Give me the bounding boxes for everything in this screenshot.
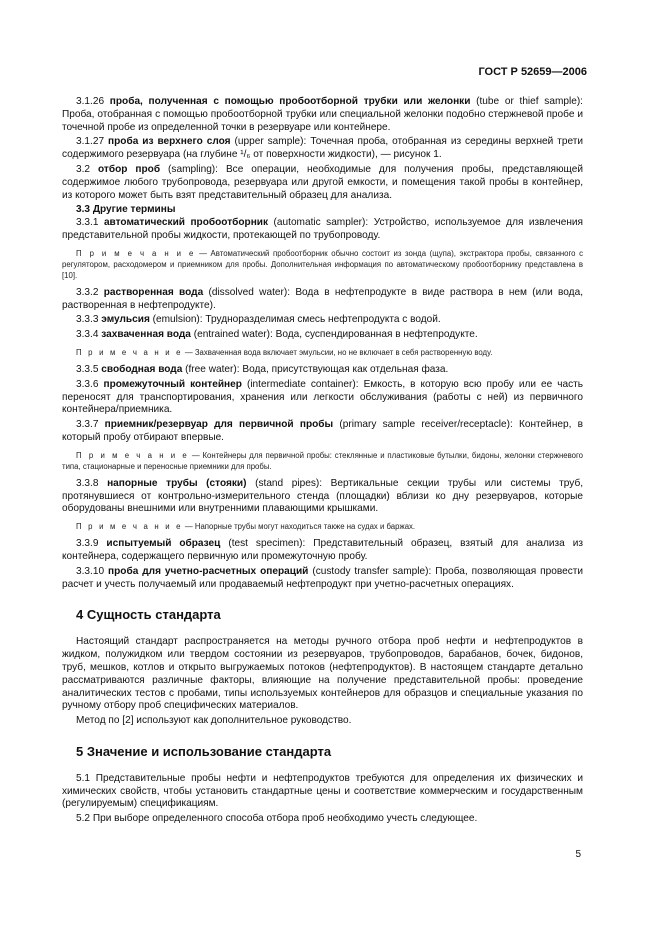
term-name: автоматический пробоотборник	[103, 217, 269, 229]
subsection-heading: 3.3 Другие термины	[76, 204, 176, 216]
term-text: Проба, позволяющая провести расчет и учесть получаемый или продаваемый нефтепродукт при учетно-расчетных операциях.	[62, 565, 584, 590]
term-definition	[62, 379, 583, 417]
note-label: П р и м е ч а н и е	[76, 248, 196, 258]
term-definition	[62, 217, 583, 243]
term-text: Вода, суспендированная в нефтепродукте.	[275, 329, 478, 341]
term-number: 3.3.2	[76, 286, 99, 298]
term-number: 3.3.8	[76, 477, 99, 489]
term-english: (custody transfer sample):	[312, 565, 432, 577]
term-english: (free water):	[185, 363, 240, 375]
note-label: П р и м е ч а н и е	[76, 522, 183, 532]
note-label: П р и м е ч а н и е	[76, 450, 189, 460]
term-english: (automatic sampler):	[273, 217, 369, 229]
term-english: (intermediate container):	[246, 378, 359, 390]
section-4-paragraph: Настоящий стандарт распространяется на методы ручного отбора проб нефти и нефтепродуктов в жидком, полужидком или твердом состоянии из резервуаров, трубопроводов, барабанов, бочек, бидонов, труб, мешков, котлов и открыто выгружаемых потоков (нефтепродуктов). В настоящем стандарте детально рассматриваются различные факторы, влияющие на получение представительной пробы: проведение аналитических тестов с пробами, типы используемых контейнеров для образцов и специальные указания по ручному отбору проб специфических материалов.	[62, 636, 583, 712]
note-4	[62, 521, 583, 532]
items-block-6	[62, 538, 583, 591]
term-text: Точечная проба, отобранная из середины верхней трети содержимого резервуара (на глубине ¹/₆ от поверхности жидкости), — рисунок 1.	[62, 136, 584, 161]
term-english: (tube or thief sample):	[476, 96, 583, 107]
term-definition	[62, 478, 583, 516]
term-definition	[62, 164, 583, 202]
term-number: 3.3.3	[76, 314, 99, 326]
term-english: (emulsion):	[152, 314, 203, 326]
term-text: Представительный образец, взятый для анализа из контейнера, содержащего первичную или промежуточную пробу.	[62, 538, 583, 562]
term-text: Устройство, используемое для извлечения представительной пробы жидкости, протекающей по трубопроводу.	[62, 217, 584, 241]
note-3	[62, 450, 583, 472]
term-definition	[62, 314, 583, 327]
term-name: отбор проб	[98, 163, 161, 175]
note-2	[62, 347, 583, 358]
term-definition	[62, 419, 583, 445]
term-number: 3.3.4	[76, 329, 99, 341]
term-name: проба для учетно-расчетных операций	[108, 565, 309, 577]
section-4-title: 4 Сущность стандарта	[76, 607, 221, 623]
term-text: Вода в нефтепродукте в виде раствора в нем (или вода, растворенная в нефтепродукте).	[62, 286, 583, 311]
term-name: напорные трубы (стояки)	[107, 477, 247, 489]
term-number: 3.3.10	[76, 565, 105, 577]
term-text: Вода, присутствующая как отдельная фаза.	[242, 363, 449, 375]
term-english: (upper sample):	[234, 136, 307, 148]
document-body	[62, 96, 583, 828]
term-number: 3.2	[76, 163, 91, 175]
term-text: Проба, отобранная с помощью пробоотборной трубки или специальной желонки подобно стержневой пробе и точечной пробе из определенной точки в резервуаре или контейнере.	[62, 108, 583, 133]
term-number: 3.3.1	[76, 217, 99, 229]
items-block-3	[62, 287, 583, 342]
section-4-paragraph: Метод по [2] используют как дополнительное руководство.	[76, 715, 352, 727]
term-definition	[62, 96, 583, 134]
note-text: — Контейнеры для первичной пробы: стеклянные и пластиковые бутылки, бидоны, желонки стержневого типа, стационарные и переносные приемники для пробы.	[62, 450, 584, 471]
term-definition	[62, 364, 583, 377]
note-text: — Напорные трубы могут находиться также на судах и баржах.	[184, 522, 416, 532]
term-number: 3.1.26	[76, 96, 105, 107]
term-definition	[62, 329, 583, 342]
term-name: захваченная вода	[101, 329, 191, 341]
term-text: Все операции, необходимые для получения пробы, представляющей содержимое любого трубопровода, резервуара или другой емкости, и помещения такой пробы в контейнер, из которого может быть взят представительный образец для анализа.	[62, 163, 583, 201]
term-number: 3.3.9	[76, 538, 99, 550]
term-text: Емкость, в которую всю пробу или ее часть переносят для транспортирования, хранения или легкости обслуживания (работы с ней) из первичного контейнера/приемника.	[62, 378, 584, 416]
term-definition	[62, 538, 583, 564]
term-name: промежуточный контейнер	[103, 378, 242, 390]
term-name: проба, полученная с помощью пробоотборной трубки или желонки	[109, 96, 471, 107]
term-definition	[62, 566, 583, 592]
page-number: 5	[575, 849, 581, 860]
term-number: 3.3.6	[76, 378, 99, 390]
note-label: П р и м е ч а н и е	[76, 347, 183, 357]
term-english: (sampling):	[168, 163, 218, 175]
term-name: растворенная вода	[103, 286, 204, 298]
term-english: (primary sample receiver/receptacle):	[339, 419, 513, 431]
term-english: (stand pipes):	[255, 477, 323, 489]
term-name: испытуемый образец	[106, 538, 221, 550]
term-english: (dissolved water):	[208, 286, 291, 298]
term-name: эмульсия	[101, 314, 150, 326]
section-5-paragraph: 5.1 Представительные пробы нефти и нефтепродуктов требуются для определения их физических и химических свойств, чтобы установить стандартные цены и соответствие коммерческим и государственным (регулируемым) спецификациям.	[62, 772, 583, 810]
term-text: Контейнер, в который пробу отбирают впервые.	[62, 419, 583, 443]
items-block-2	[62, 217, 583, 243]
section-5-paragraph: 5.2 При выборе определенного способа отбора проб необходимо учесть следующее.	[76, 813, 478, 825]
term-text: Вертикальные секции трубы или системы труб, протянувшиеся от контрольно-измерительного стенда (площадки) вблизи ко дну резервуаров, которые оборудованы внешними или внутренними плавающими крышками.	[62, 477, 584, 515]
note-text: — Захваченная вода включает эмульсии, но не включает в себя растворенную воду.	[184, 347, 493, 357]
note-text: — Автоматический пробоотборник обычно состоит из зонда (щупа), экстрактора пробы, связанного с регулятором, расходомером и приемником для пробы. Дополнительная информация по автоматическому пробоотборнику представлена в [10].	[62, 248, 584, 280]
term-definition	[62, 287, 583, 313]
term-number: 3.3.5	[76, 363, 99, 375]
term-name: приемник/резервуар для первичной пробы	[104, 419, 334, 431]
term-number: 3.1.27	[76, 136, 105, 148]
term-text: Трудноразделимая смесь нефтепродукта с водой.	[205, 314, 441, 326]
term-number: 3.3.7	[76, 419, 99, 431]
note-1	[62, 248, 583, 281]
term-definition	[62, 136, 583, 162]
term-english: (entrained water):	[193, 329, 273, 341]
section-5-title: 5 Значение и использование стандарта	[76, 743, 332, 759]
document-header: ГОСТ Р 52659—2006	[478, 66, 587, 78]
items-block-4	[62, 364, 583, 445]
term-name: проба из верхнего слоя	[108, 136, 231, 148]
term-english: (test specimen):	[228, 538, 306, 550]
items-block-5	[62, 478, 583, 516]
term-name: свободная вода	[101, 363, 183, 375]
items-block-1	[62, 96, 583, 202]
